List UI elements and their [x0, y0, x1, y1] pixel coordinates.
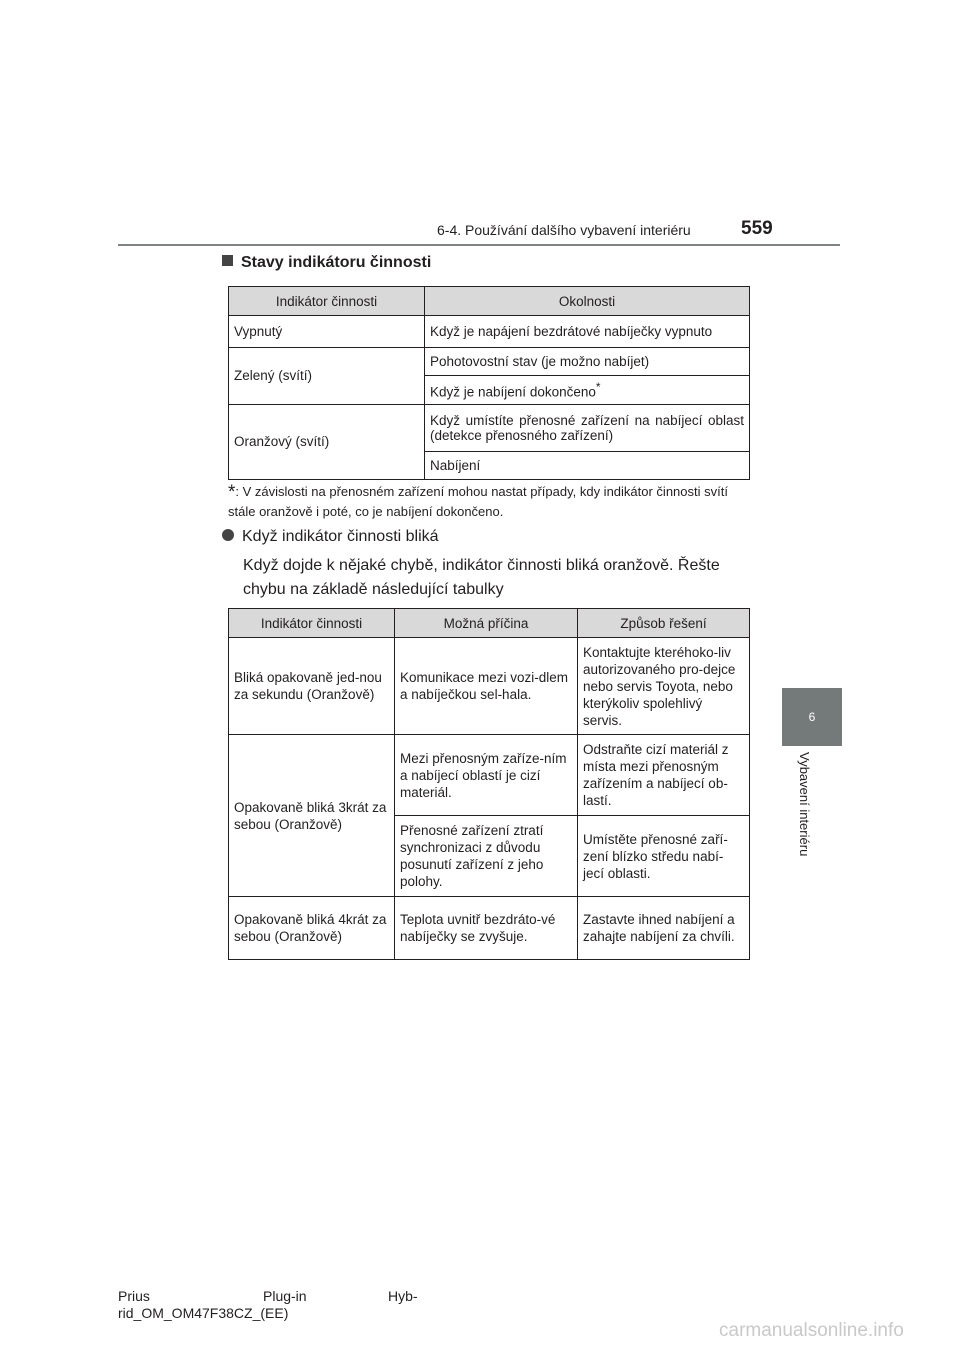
- table-cell: Odstraňte cizí materiál z místa mezi přenosným zařízením a nabíjecí ob-lastí.: [578, 735, 750, 816]
- chapter-tab: 6: [782, 688, 842, 746]
- bullet-heading: [222, 528, 439, 546]
- table-cell: Když je napájení bezdrátové nabíječky vypnuto: [425, 316, 750, 348]
- table-cell: Teplota uvnitř bezdráto-vé nabíječky se zvyšuje.: [395, 897, 578, 960]
- table-cell: Bliká opakovaně jed-nou za sekundu (Oranžově): [229, 638, 395, 735]
- table-cell: Vypnutý: [229, 316, 425, 348]
- asterisk-mark: *: [595, 380, 601, 394]
- table-row: [229, 735, 750, 816]
- table-row: [229, 638, 750, 735]
- table-header-cell: Způsob řešení: [578, 609, 750, 638]
- cell-text: Když je nabíjení dokončeno: [430, 384, 596, 400]
- table-cell: Komunikace mezi vozi-dlem a nabíječkou sel-hala.: [395, 638, 578, 735]
- table-cell: Nabíjení: [425, 451, 750, 479]
- table-header-cell: Indikátor činnosti: [229, 287, 425, 316]
- table-cell: Zelený (svítí): [229, 348, 425, 405]
- footer-model: Prius: [118, 1288, 150, 1304]
- table-cell: Umístěte přenosné zaří-zení blízko středu nabí-jecí oblasti.: [578, 816, 750, 897]
- page-number: 559: [741, 218, 773, 239]
- document-footer: [118, 1288, 418, 1322]
- section-title-text: Stavy indikátoru činnosti: [241, 254, 432, 271]
- table-header-cell: Možná příčina: [395, 609, 578, 638]
- table-header-row: [229, 287, 750, 316]
- square-bullet-icon: [222, 255, 233, 266]
- footer-variant: Plug-in: [263, 1288, 307, 1304]
- table-cell: Mezi přenosným zaříze-ním a nabíjecí oblastí je cizí materiál.: [395, 735, 578, 816]
- table-cell: Kontaktujte kteréhoko-liv autorizovaného pro-dejce nebo servis Toyota, nebo kterýkoliv spolehlivý servis.: [578, 638, 750, 735]
- footer-line-2: rid_OM_OM47F38CZ_(EE): [118, 1305, 289, 1321]
- footer-variant-cont: Hyb-: [388, 1288, 418, 1304]
- table-row: [229, 897, 750, 960]
- table-header-cell: Okolnosti: [425, 287, 750, 316]
- table-cell: Oranžový (svítí): [229, 404, 425, 479]
- table-cell: Přenosné zařízení ztratí synchronizaci z důvodu posunutí zařízení z jeho polohy.: [395, 816, 578, 897]
- table-cell: Pohotovostní stav (je možno nabíjet): [425, 348, 750, 376]
- table-row: [229, 348, 750, 376]
- bullet-paragraph: Když dojde k nějaké chybě, indikátor činnosti bliká oranžově. Řešte chybu na základě následující tabulky: [243, 557, 720, 598]
- table-cell: Zastavte ihned nabíjení a zahajte nabíjení za chvíli.: [578, 897, 750, 960]
- footer-line-1: [118, 1288, 418, 1305]
- table-header-row: [229, 609, 750, 638]
- table-cell: Opakovaně bliká 3krát za sebou (Oranžově): [229, 735, 395, 897]
- footnote: [228, 482, 746, 521]
- chapter-title: Vybavení interiéru: [797, 752, 812, 857]
- indicator-status-table: [228, 286, 750, 480]
- footnote-marker: *: [228, 482, 236, 503]
- table-header-cell: Indikátor činnosti: [229, 609, 395, 638]
- table-row: [229, 316, 750, 348]
- table-row: [229, 404, 750, 451]
- bullet-title: Když indikátor činnosti bliká: [242, 528, 439, 545]
- footnote-text: : V závislosti na přenosném zařízení mohou nastat případy, kdy indikátor činnosti svítí stále oranžově i poté, co je nabíjení dokončeno.: [228, 484, 728, 519]
- header-divider: [118, 244, 840, 246]
- round-bullet-icon: [222, 529, 234, 541]
- watermark: carmanualsonline.info: [719, 1320, 904, 1341]
- table-cell: [425, 376, 750, 405]
- troubleshooting-table: [228, 608, 750, 960]
- section-title: [222, 254, 431, 272]
- section-header: 6-4. Používání dalšího vybavení interiéru: [437, 222, 691, 238]
- table-cell: Opakovaně bliká 4krát za sebou (Oranžově): [229, 897, 395, 960]
- table-cell: Když umístíte přenosné zařízení na nabíjecí oblast (detekce přenosného zařízení): [425, 404, 750, 451]
